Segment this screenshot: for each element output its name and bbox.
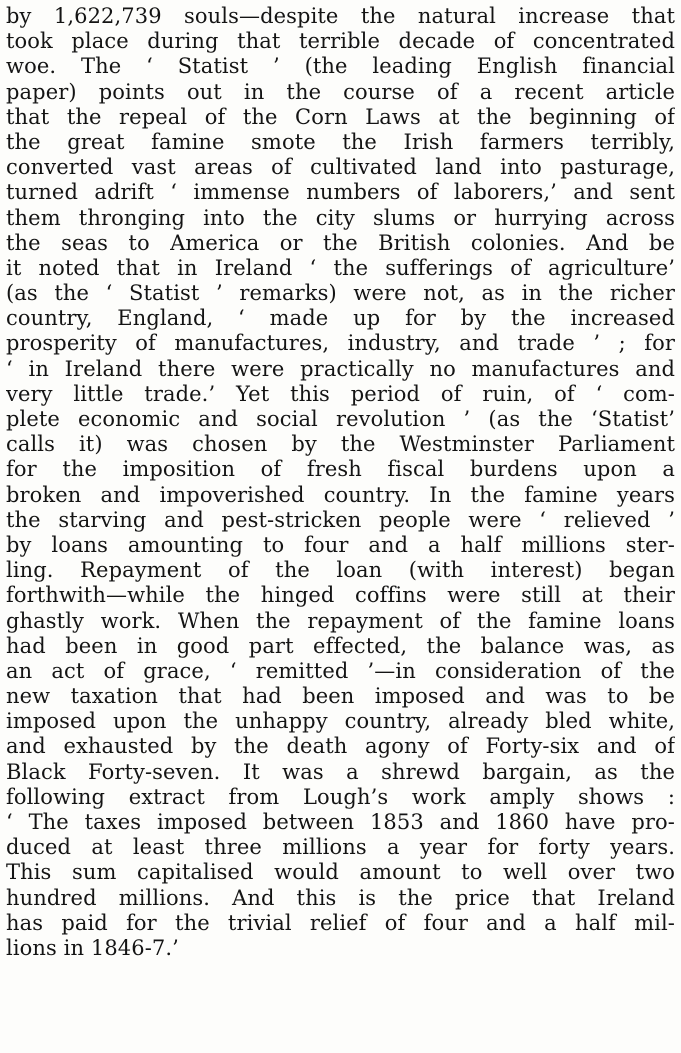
- text-line: woe. The ‘ Statist ’ (the leading English financial: [6, 54, 675, 79]
- text-line: This sum capitalised would amount to well over two: [6, 860, 675, 885]
- text-line: the starving and pest-stricken people were ‘ relieved ’: [6, 507, 675, 532]
- article-text: [6, 4, 675, 961]
- text-line: imposed upon the unhappy country, already bled white,: [6, 709, 675, 734]
- text-line: calls it) was chosen by the Westminster Parliament: [6, 432, 675, 457]
- text-line: converted vast areas of cultivated land into pasturage,: [6, 155, 675, 180]
- text-line: them thronging into the city slums or hurrying across: [6, 205, 675, 230]
- text-line: paper) points out in the course of a recent article: [6, 79, 675, 104]
- text-line: prosperity of manufactures, industry, and trade ’ ; for: [6, 331, 675, 356]
- text-line: duced at least three millions a year for forty years.: [6, 835, 675, 860]
- text-line: that the repeal of the Corn Laws at the beginning of: [6, 104, 675, 129]
- text-line: forthwith—while the hinged coffins were still at their: [6, 583, 675, 608]
- text-line: ‘ in Ireland there were practically no manufactures and: [6, 356, 675, 381]
- text-line: it noted that in Ireland ‘ the sufferings of agriculture’: [6, 255, 675, 280]
- text-line: lions in 1846-7.’: [6, 935, 179, 960]
- text-line: hundred millions. And this is the price that Ireland: [6, 885, 675, 910]
- text-line: very little trade.’ Yet this period of ruin, of ‘ com-: [6, 381, 675, 406]
- text-line: (as the ‘ Statist ’ remarks) were not, as in the richer: [6, 281, 675, 306]
- text-line: new taxation that had been imposed and was to be: [6, 684, 675, 709]
- text-line: for the imposition of fresh fiscal burdens upon a: [6, 457, 675, 482]
- text-line: had been in good part effected, the balance was, as: [6, 633, 675, 658]
- text-line: an act of grace, ‘ remitted ’—in consideration of the: [6, 658, 675, 683]
- text-line: the seas to America or the British colonies. And be: [6, 230, 675, 255]
- text-line: country, England, ‘ made up for by the increased: [6, 306, 675, 331]
- text-line: the great famine smote the Irish farmers terribly,: [6, 129, 675, 154]
- text-line: broken and impoverished country. In the famine years: [6, 482, 675, 507]
- text-line: by 1,622,739 souls—despite the natural increase that: [6, 4, 675, 28]
- text-line: Black Forty-seven. It was a shrewd bargain, as the: [6, 759, 675, 784]
- text-line: by loans amounting to four and a half millions ster-: [6, 532, 675, 557]
- text-line: has paid for the trivial relief of four and a half mil-: [6, 910, 675, 935]
- text-line: ling. Repayment of the loan (with interest) began: [6, 558, 675, 583]
- text-line: took place during that terrible decade of concentrated: [6, 29, 675, 54]
- text-line: following extract from Lough’s work amply shows :: [6, 784, 675, 809]
- text-line: plete economic and social revolution ’ (as the ‘Statist’: [6, 407, 675, 431]
- text-line: ghastly work. When the repayment of the famine loans: [6, 608, 675, 633]
- text-line: ‘ The taxes imposed between 1853 and 1860 have pro-: [6, 810, 675, 834]
- text-line: turned adrift ‘ immense numbers of laborers,’ and sent: [6, 180, 675, 205]
- text-line: and exhausted by the death agony of Forty-six and of: [6, 734, 675, 759]
